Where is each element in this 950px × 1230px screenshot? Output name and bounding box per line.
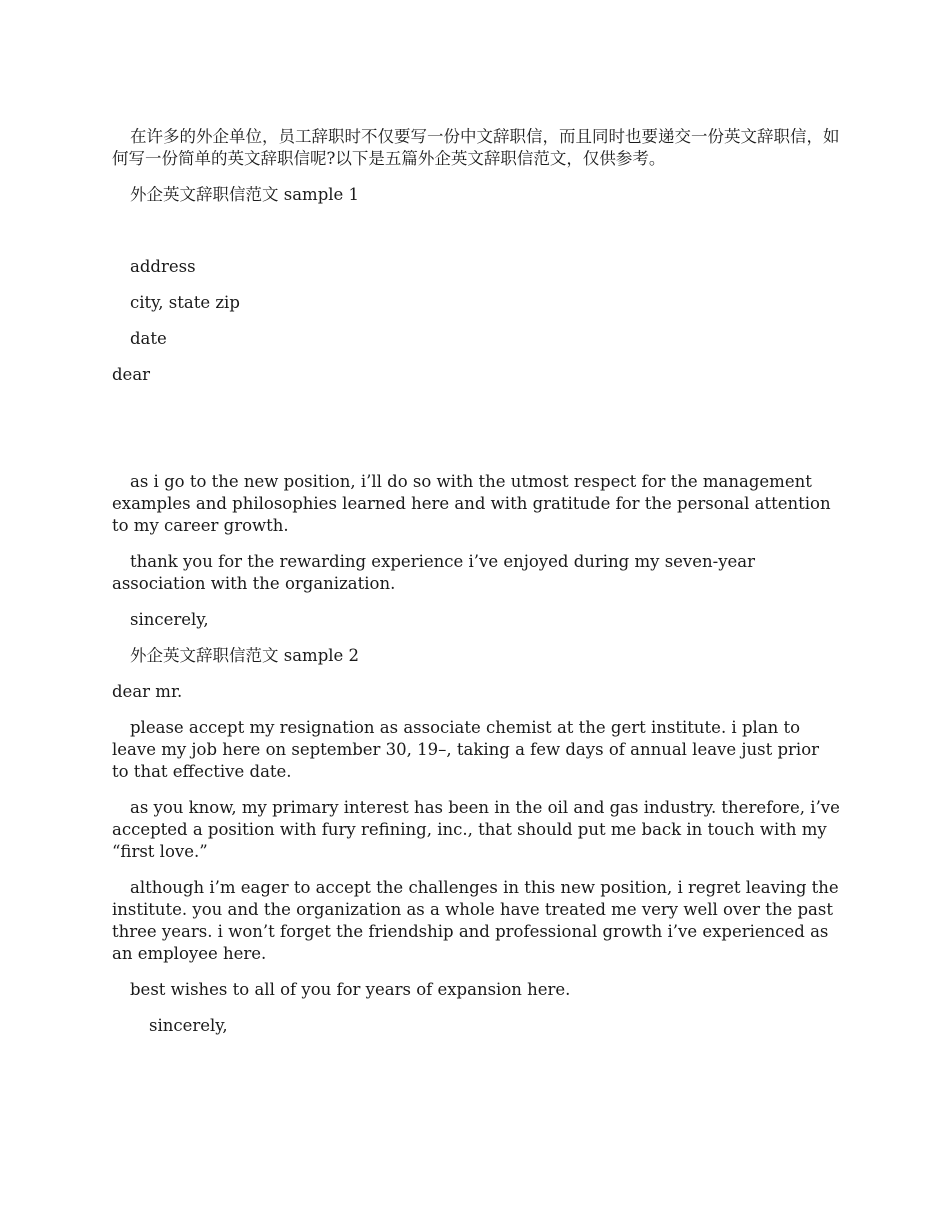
- salutation-1: dear: [112, 365, 151, 384]
- sample-2-paragraph-3: although i’m eager to accept the challenges in this new position, i regret leaving the institute. you and the organization as a whole have treated me very well over the past three years. i won’t forget the friendship and professional growth i’ve experienced as an employee here.: [112, 878, 839, 963]
- sample-2-paragraph-1: please accept my resignation as associate chemist at the gert institute. i plan to leave my job here on september 30, 19–, taking a few days of annual leave just prior to that effective date.: [112, 718, 820, 781]
- sample-1-heading: 外企英文辞职信范文 sample 1: [130, 185, 360, 204]
- sample-1-paragraph-2: thank you for the rewarding experience i’ve enjoyed during my seven-year association with the organization.: [112, 552, 756, 593]
- document-page: [112, 126, 840, 1051]
- salutation-2: dear mr.: [112, 682, 183, 701]
- sample-2-heading: 外企英文辞职信范文 sample 2: [130, 646, 360, 665]
- sample-2-closing: sincerely,: [149, 1016, 228, 1035]
- sample-1-paragraph-1: as i go to the new position, i’ll do so with the utmost respect for the management examples and philosophies learned here and with gratitude for the personal attention to my career growth.: [112, 472, 831, 535]
- sample-1-closing: sincerely,: [130, 610, 209, 629]
- blank-space: [112, 220, 840, 256]
- city-state-zip-line: city, state zip: [130, 293, 240, 312]
- intro-paragraph: 在许多的外企单位，员工辞职时不仅要写一份中文辞职信，而且同时也要递交一份英文辞职信，如何写一份简单的英文辞职信呢?以下是五篇外企英文辞职信范文，仅供参考。: [112, 127, 840, 168]
- sample-2-paragraph-2: as you know, my primary interest has been in the oil and gas industry. therefore, i’ve accepted a position with fury refining, inc., that should put me back in touch with my “first love.”: [112, 798, 840, 861]
- address-line: address: [130, 257, 196, 276]
- sample-2-paragraph-4: best wishes to all of you for years of expansion here.: [130, 980, 571, 999]
- blank-space: [112, 400, 840, 471]
- date-line: date: [130, 329, 167, 348]
